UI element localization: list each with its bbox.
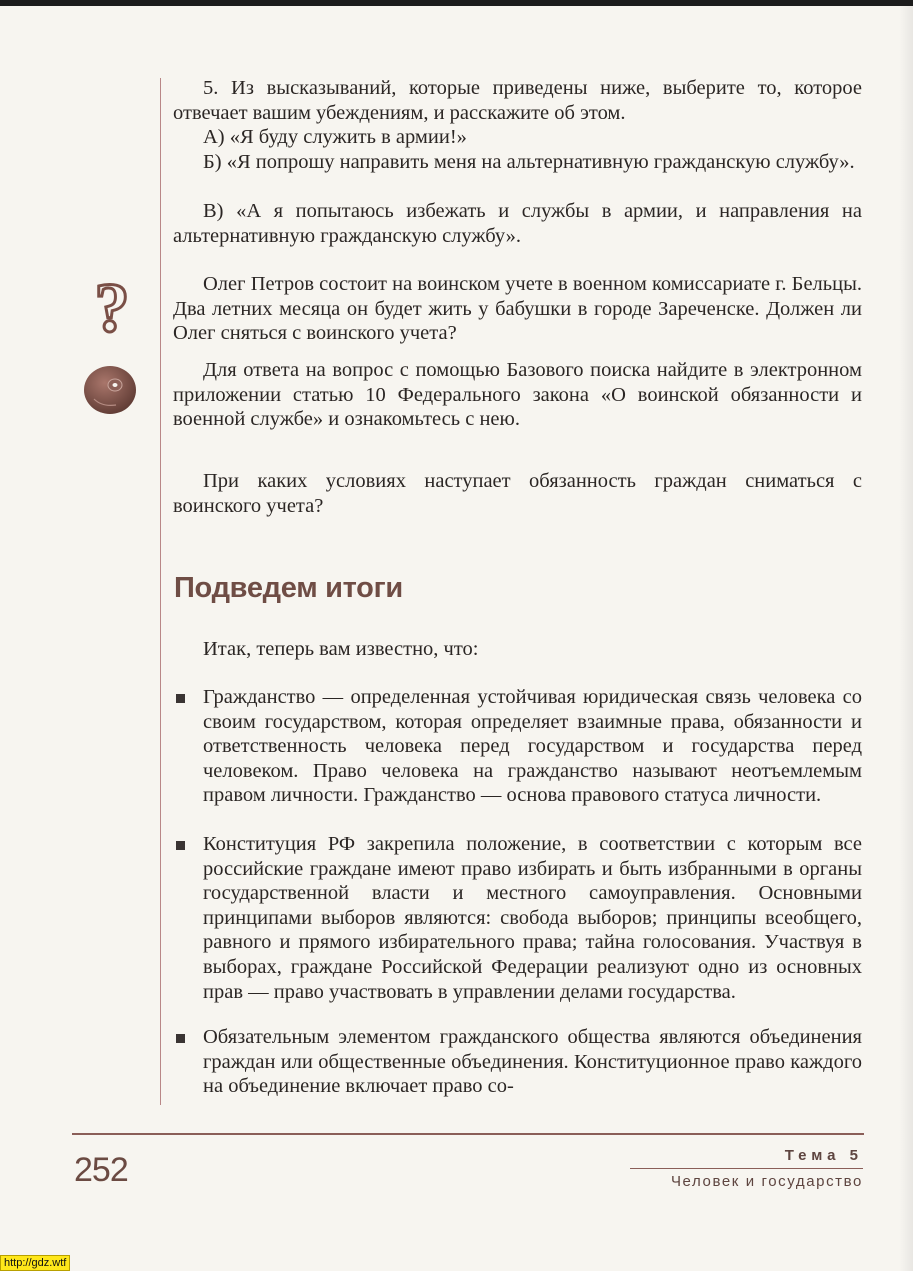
bullet-square-icon <box>176 1034 185 1043</box>
task5-option-b: Б) «Я попрошу направить меня на альтернативную гражданскую службу». <box>203 151 855 173</box>
case-problem: Олег Петров состоит на воинском учете в военном комиссариате г. Бельцы. Два летних месяца он будет жить у бабушки в городе Зареченске. Должен ли Олег сняться с воинского учета? <box>173 273 862 345</box>
footer-theme-title: Человек и государство <box>670 1173 863 1190</box>
page-top-edge <box>0 0 913 6</box>
page-edge-shadow <box>899 6 913 1271</box>
case-instruction: Для ответа на вопрос с помощью Базового поиска найдите в электронном приложении статью 10 Федерального закона «О воинской обязанности и военной службе» и ознакомьтесь с нею. <box>173 359 862 431</box>
svg-text:?: ? <box>94 273 130 341</box>
task5-intro: 5. Из высказываний, которые приведены ниже, выберите то, которое отвечает вашим убеждениям, и расскажите об этом. <box>173 77 862 124</box>
task5-option-c: В) «А я попытаюсь избежать и службы в армии, и направления на альтернативную гражданскую службу». <box>173 200 862 247</box>
summary-bullet-citizenship: Гражданство — определенная устойчивая юридическая связь человека со своим государством, которая определяет взаимные права, обязанности и ответственность человека перед государством и государства перед человеком. Право человека на гражданство называют неотъемлемым правом личности. Гражданство — основа правового статуса личности. <box>203 686 862 807</box>
page-number: 252 <box>74 1151 128 1189</box>
question-mark-icon <box>86 273 138 341</box>
summary-heading: Подведем итоги <box>174 572 403 604</box>
summary-bullet-elections: Конституция РФ закрепила положение, в соответствии с которым все российские граждане имеют право избирать и быть избранными в органы государственной власти и местного самоуправления. Основными принципами выборов являются: свобода выборов; принципы всеобщего, равного и прямого избирательного права; тайна голосования. Участвуя в выборах, граждане Российской Федерации реализуют одно из основных прав — право участвовать в управлении делами государства. <box>203 833 862 1003</box>
footer-theme-rule <box>630 1168 863 1169</box>
bullet-square-icon <box>176 694 185 703</box>
case-question: При каких условиях наступает обязанность граждан сниматься с воинского учета? <box>173 470 862 517</box>
summary-bullet-associations: Обязательным элементом гражданского общества являются объединения граждан или общественные объединения. Конституционное право каждого на объединение включает право со- <box>203 1026 862 1098</box>
margin-rule <box>160 78 161 1105</box>
cd-disc-icon[interactable] <box>82 361 138 417</box>
bullet-square-icon <box>176 841 185 850</box>
footer-rule <box>72 1133 864 1135</box>
footer-theme: Тема 5 <box>784 1147 863 1164</box>
task5-option-a: А) «Я буду служить в армии!» <box>203 126 467 148</box>
summary-lead: Итак, теперь вам известно, что: <box>203 638 479 660</box>
watermark-link[interactable]: http://gdz.wtf <box>0 1255 70 1271</box>
